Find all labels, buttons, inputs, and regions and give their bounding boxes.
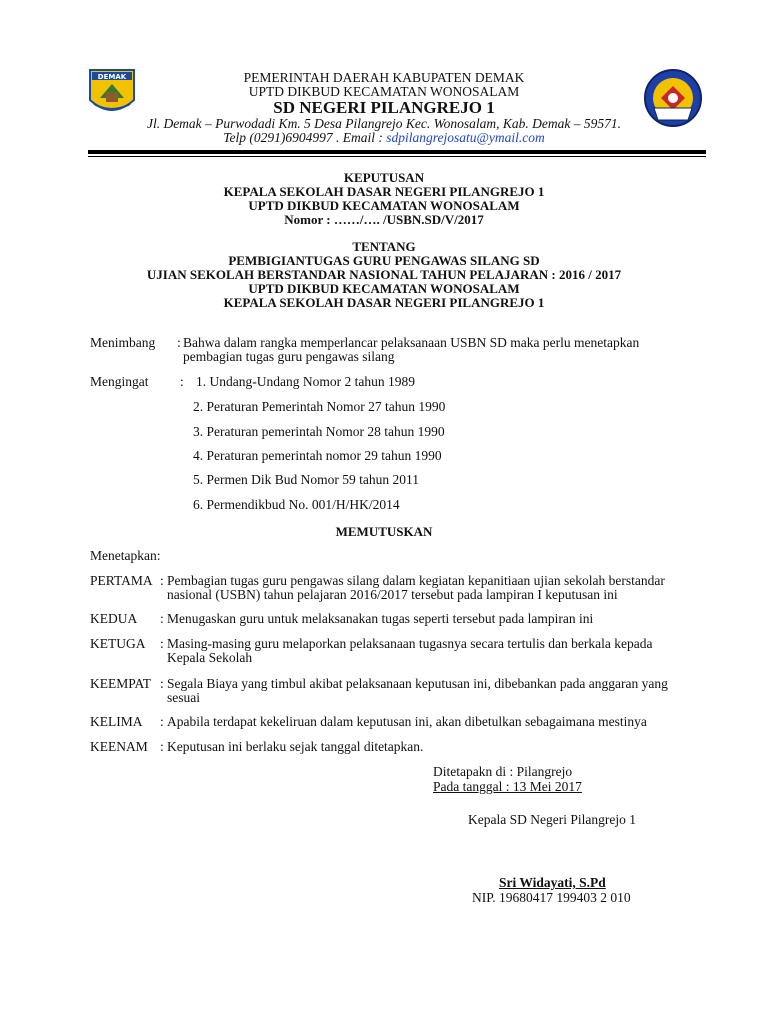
menimbang-label: Menimbang (90, 335, 156, 350)
mengingat-item: 4. Peraturan pemerintah nomor 29 tahun 1990 (193, 448, 442, 463)
menimbang-colon: : (177, 335, 181, 350)
about-subject: PEMBIGIANTUGAS GURU PENGAWAS SILANG SD (228, 253, 540, 268)
decision-colon: : (160, 573, 164, 588)
menimbang-text-line1: Bahwa dalam rangka memperlancar pelaksanaan USBN SD maka perlu menetapkan (183, 335, 640, 350)
about-uptd: UPTD DIKBUD KECAMATAN WONOSALAM (248, 281, 520, 296)
letterhead-school-name: SD NEGERI PILANGREJO 1 (273, 98, 495, 117)
decision-colon: : (160, 636, 164, 651)
decision-label: KETUGA (90, 636, 146, 651)
decision-text-line1: Keputusan ini berlaku sejak tanggal ditetapkan. (167, 739, 424, 754)
letterhead-email-link[interactable]: sdpilangrejosatu@ymail.com (386, 130, 545, 145)
signature-date: Pada tanggal : 13 Mei 2017 (433, 779, 582, 794)
letterhead-address: Jl. Demak – Purwodadi Km. 5 Desa Pilangrejo Kec. Wonosalam, Kab. Demak – 59571. (146, 116, 622, 131)
mengingat-item: 5. Permen Dik Bud Nomor 59 tahun 2011 (193, 472, 419, 487)
decision-colon: : (160, 739, 164, 754)
decision-text-line1: Masing-masing guru melaporkan pelaksanaan tugasnya secara tertulis dan berkala kepada (167, 636, 653, 651)
about-heading: TENTANG (352, 239, 416, 254)
decision-colon: : (160, 676, 164, 691)
letterhead-divider-thick (88, 150, 706, 154)
mengingat-label: Mengingat (90, 374, 149, 389)
decision-text-line2: sesuai (167, 690, 200, 705)
memutuskan-heading: MEMUTUSKAN (335, 524, 433, 539)
decree-issuer: KEPALA SEKOLAH DASAR NEGERI PILANGREJO 1 (223, 184, 545, 199)
menimbang-text-line2: pembagian tugas guru pengawas silang (183, 349, 395, 364)
decision-text-line2: Kepala Sekolah (167, 650, 253, 665)
menetapkan-label: Menetapkan: (90, 548, 161, 563)
decision-colon: : (160, 611, 164, 626)
decree-uptd: UPTD DIKBUD KECAMATAN WONOSALAM (248, 198, 520, 213)
mengingat-item: 2. Peraturan Pemerintah Nomor 27 tahun 1990 (193, 399, 446, 414)
letterhead-divider-thin (88, 156, 706, 157)
decision-text-line1: Menugaskan guru untuk melaksanakan tugas seperti tersebut pada lampiran ini (167, 611, 594, 626)
decision-text-line1: Apabila terdapat kekeliruan dalam keputusan ini, akan dibetulkan sebagaimana mestinya (167, 714, 647, 729)
decision-text-line2: nasional (USBN) tahun pelajaran 2016/2017 tersebut pada lampiran I keputusan ini (167, 587, 618, 602)
decision-label: KEEMPAT (90, 676, 152, 691)
letterhead-contact (0, 130, 768, 145)
svg-text:DEMAK: DEMAK (97, 73, 127, 81)
about-issuer: KEPALA SEKOLAH DASAR NEGERI PILANGREJO 1 (223, 295, 545, 310)
decision-label: KEENAM (90, 739, 148, 754)
mengingat-colon: : (180, 374, 184, 389)
mengingat-item: 1. Undang-Undang Nomor 2 tahun 1989 (196, 374, 415, 389)
letterhead-government: PEMERINTAH DAERAH KABUPATEN DEMAK (243, 70, 525, 85)
decree-number: Nomor : ……/…. /USBN.SD/V/2017 (284, 212, 484, 227)
signature-nip: NIP. 19680417 199403 2 010 (472, 890, 631, 905)
about-exam: UJIAN SEKOLAH BERSTANDAR NASIONAL TAHUN PELAJARAN : 2016 / 2017 (146, 267, 622, 282)
decree-heading: KEPUTUSAN (343, 170, 425, 185)
signature-place: Ditetapakn di : Pilangrejo (433, 764, 573, 779)
mengingat-item: 6. Permendikbud No. 001/H/HK/2014 (193, 497, 400, 512)
letterhead-phone: Telp (0291)6904997 . Email : (223, 130, 387, 145)
signature-name: Sri Widayati, S.Pd (499, 875, 606, 890)
decision-colon: : (160, 714, 164, 729)
mengingat-item: 3. Peraturan pemerintah Nomor 28 tahun 1990 (193, 424, 445, 439)
decision-label: PERTAMA (90, 573, 153, 588)
signature-position: Kepala SD Negeri Pilangrejo 1 (468, 812, 636, 827)
decision-label: KELIMA (90, 714, 143, 729)
letterhead-uptd: UPTD DIKBUD KECAMATAN WONOSALAM (248, 84, 520, 99)
decision-label: KEDUA (90, 611, 138, 626)
decision-text-line1: Segala Biaya yang timbul akibat pelaksanaan keputusan ini, dibebankan pada anggaran yang (167, 676, 668, 691)
decision-text-line1: Pembagian tugas guru pengawas silang dalam kegiatan kepanitiaan ujian sekolah berstandar (167, 573, 665, 588)
